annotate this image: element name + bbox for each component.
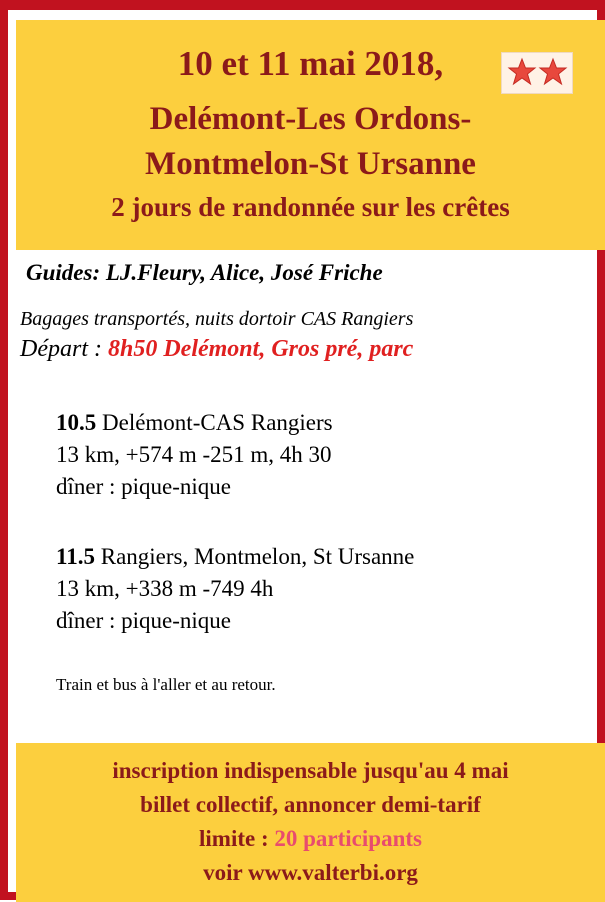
depart-value: 8h50 Delémont, Gros pré, parc xyxy=(107,336,414,362)
day-stats: 13 km, +338 m -749 4h xyxy=(56,576,274,601)
bagages-line: Bagages transportés, nuits dortoir CAS Rangiers xyxy=(20,308,414,330)
star-icon xyxy=(507,57,537,87)
event-date: 10 et 11 mai 2018, xyxy=(177,44,444,83)
event-subtitle: 2 jours de randonnée sur les crêtes xyxy=(111,192,510,222)
day-meal: dîner : pique-nique xyxy=(56,474,232,499)
day-block xyxy=(56,541,414,637)
day-stats: 13 km, +574 m -251 m, 4h 30 xyxy=(56,442,332,467)
ticket-note: billet collectif, annoncer demi-tarif xyxy=(140,792,481,817)
participant-limit xyxy=(16,824,605,854)
website-link[interactable]: voir www.valterbi.org xyxy=(203,860,418,885)
day-block xyxy=(56,407,333,503)
difficulty-badge xyxy=(501,52,573,94)
day-date: 10.5 xyxy=(56,410,97,435)
day-heading xyxy=(56,407,333,439)
day-heading xyxy=(56,541,414,573)
transport-note: Train et bus à l'aller et au retour. xyxy=(56,675,276,694)
day-date: 11.5 xyxy=(56,544,95,569)
limit-label: limite : xyxy=(199,826,275,851)
day-meal: dîner : pique-nique xyxy=(56,608,232,633)
day-route: Delémont-CAS Rangiers xyxy=(96,410,333,435)
depart-line xyxy=(20,336,413,363)
registration-deadline: inscription indispensable jusqu'au 4 mai xyxy=(112,758,509,783)
route-title-line1: Delémont-Les Ordons- xyxy=(149,101,472,137)
header-panel xyxy=(16,20,605,250)
route-title-line2: Montmelon-St Ursanne xyxy=(145,146,476,182)
guides-line: Guides: LJ.Fleury, Alice, José Friche xyxy=(26,260,383,285)
star-icon xyxy=(538,57,568,87)
depart-label: Départ : xyxy=(20,336,108,362)
day-route: Rangiers, Montmelon, St Ursanne xyxy=(94,544,415,569)
footer-panel xyxy=(16,743,605,902)
limit-value: 20 participants xyxy=(274,826,422,851)
